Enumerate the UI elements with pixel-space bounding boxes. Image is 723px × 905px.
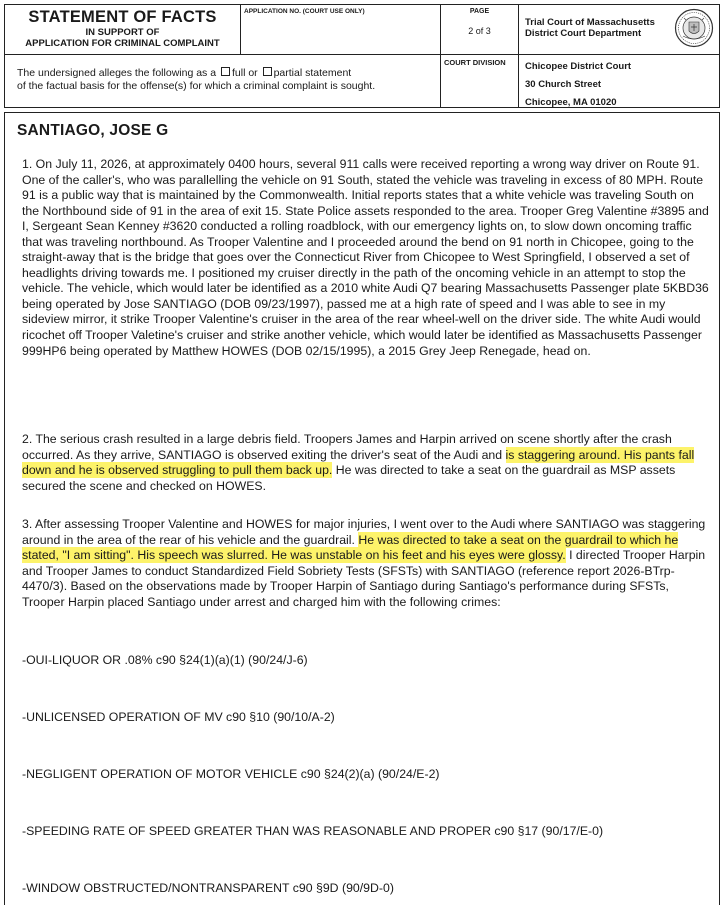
- application-number-label: APPLICATION NO. (COURT USE ONLY): [244, 8, 365, 15]
- charge-window-obstructed: -WINDOW OBSTRUCTED/NONTRANSPARENT c90 §9D (90/9D-0): [22, 881, 394, 895]
- statement-body: [4, 112, 720, 905]
- charge-oui-liquor: -OUI-LIQUOR OR .08% c90 §24(1)(a)(1) (90/24/J-6): [22, 653, 308, 667]
- court-division-label-cell: [441, 55, 519, 107]
- page-value: 2 of 3: [468, 26, 491, 36]
- paragraph-2-text-after: He was directed to take a seat on the guardrail as MSP assets secured the scene and checked on HOWES.: [22, 463, 676, 493]
- massachusetts-court-seal-icon: [674, 8, 714, 48]
- partial-statement-checkbox[interactable]: [263, 67, 272, 76]
- paragraph-2: [22, 432, 712, 494]
- allegation-statement: [5, 55, 441, 107]
- defendant-name: SANTIAGO, JOSE G: [17, 122, 169, 139]
- full-statement-checkbox[interactable]: [221, 67, 230, 76]
- form-title: STATEMENT OF FACTS: [28, 8, 217, 26]
- paragraph-1: 1. On July 11, 2026, at approximately 0400 hours, several 911 calls were received reporting a wrong way driver on Route 91. One of the caller's, who was parallelling the vehicle on 91 South, stated the vehicle was traveling in excess of 80 MPH. Route 91 is a public way that is maintained by the Commonwealth. Initial reports states that a white vehicle was traveling South on the Northbound side of 91 in the area of exit 15. State Police assets responded to the area. Trooper Greg Valentine #3895 and I, Sergeant Sean Kenney #3620 conducted a rolling roadblock, with our emergency lights on, to slow down oncoming traffic that was traveling northbound. As Trooper Valentine and I proceeded around the bend on 91 north in Chicopee, going to the straight-away that is the bridge that goes over the Connecticut River from Chicopee to West Springfield, I observed a set of headlights driving towards me. I positioned my cruiser directly in the path of the oncoming vehicle in an attempt to stop the vehicle. The vehicle, which would later be identified as a 2010 white Audi Q7 bearing Massachusetts Passenger plate 5KBD36 being operated by Jose SANTIAGO (DOB 09/23/1997), passed me at a high rate of speed and I was able to see in my sideview mirror, it strike Trooper Valentine's cruiser in the area of the rear wheel-well on the driver side. The white Audi would ricochet off Trooper Valetine's cruiser and strike another vehicle, which would later be identified as Massachusetts Passenger 999HP6 being operated by Matthew HOWES (DOB 02/15/1995), a 2015 Grey Jeep Renegade, head on.: [22, 157, 709, 358]
- paragraph-2-text-before: 2. The serious crash resulted in a large debris field. Troopers James and Harpin arrived on scene shortly after the crash occurred. As they arrive, SANTIAGO is observed exiting the driver's seat of the Audi and: [22, 432, 672, 462]
- paragraph-3-text-before: 3. After assessing Trooper Valentine and HOWES for major injuries, I went over to the Audi where SANTIAGO was staggering around in the area of the rear of his vehicle and the guardrail.: [22, 517, 706, 547]
- form-title-block: [5, 5, 241, 54]
- application-number-field: [241, 5, 441, 54]
- division-name: Chicopee District Court: [525, 61, 632, 72]
- paragraph-2-highlight: is staggering around. His pants fall down and he is observed struggling to pull them back up.: [22, 447, 695, 478]
- paragraph-3-highlight: He was directed to take a seat on the guardrail to which he stated, "I am sitting". His speech was slurred. He was unstable on his feet and his eyes were glossy.: [22, 532, 679, 563]
- charge-speeding: -SPEEDING RATE OF SPEED GREATER THAN WAS REASONABLE AND PROPER c90 §17 (90/17/E-0): [22, 824, 604, 838]
- header-top-row: [5, 5, 719, 55]
- header-bottom-row: [5, 55, 719, 107]
- form-header: [4, 4, 720, 108]
- division-city: Chicopee, MA 01020: [525, 97, 617, 108]
- court-line-1: Trial Court of Massachusetts: [525, 17, 655, 28]
- full-statement-label: full or: [231, 67, 258, 79]
- paragraph-3-text-after: I directed Trooper Harpin and Trooper James to conduct Standardized Field Sobriety Tests (SFSTs) with SANTIAGO (reference report 2026-BTrp-4470/3). Based on the observations made by Trooper Harpin of Santiago during Santiago's performance during SFSTs, Trooper Harpin placed Santiago under arrest and charged him with the following crimes:: [22, 548, 706, 609]
- division-street: 30 Church Street: [525, 79, 602, 90]
- court-division-label: COURT DIVISION: [444, 58, 506, 67]
- form-subtitle-2: APPLICATION FOR CRIMINAL COMPLAINT: [25, 38, 220, 49]
- charge-negligent-operation: -NEGLIGENT OPERATION OF MOTOR VEHICLE c90 §24(2)(a) (90/24/E-2): [22, 767, 440, 781]
- allegation-text-2: of the factual basis for the offense(s) for which a criminal complaint is sought.: [17, 80, 376, 92]
- form-subtitle-1: IN SUPPORT OF: [85, 27, 160, 38]
- partial-statement-label: partial statement: [273, 67, 352, 79]
- allegation-text-1: The undersigned alleges the following as a: [17, 67, 217, 79]
- paragraph-3: [22, 517, 712, 610]
- court-division-address: [519, 55, 719, 107]
- page-number-block: [441, 5, 519, 54]
- charge-unlicensed-operation: -UNLICENSED OPERATION OF MV c90 §10 (90/10/A-2): [22, 710, 335, 724]
- court-name-block: [519, 5, 719, 54]
- page-label: PAGE: [469, 8, 490, 15]
- court-line-2: District Court Department: [525, 28, 642, 39]
